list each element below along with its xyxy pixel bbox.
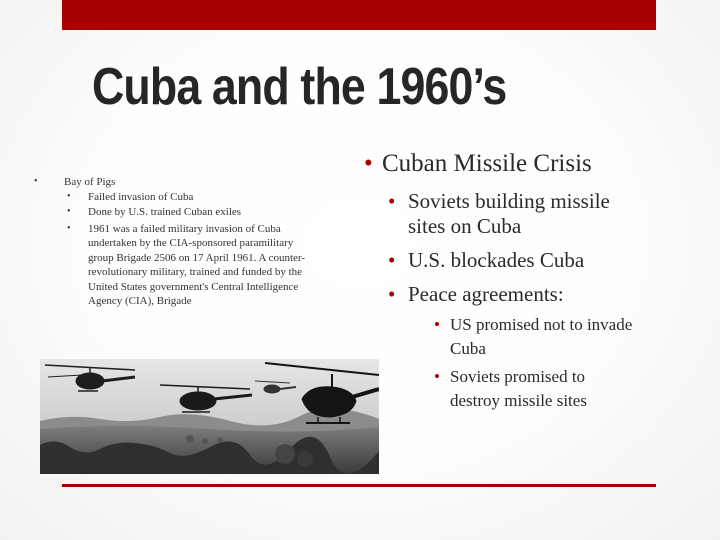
nested-sub-list-item-text: Soviets promised to destroy missile sites xyxy=(450,367,587,410)
sub-list-item-text: Soviets building missile sites on Cuba xyxy=(408,189,610,238)
sub-list-item-text: Peace agreements: xyxy=(408,282,564,306)
nested-sub-list-item-text: US promised not to invade Cuba xyxy=(450,315,633,358)
sub-list-item-text: Failed invasion of Cuba xyxy=(88,190,194,203)
sub-list-item xyxy=(364,189,634,239)
bullet-icon: • xyxy=(388,248,396,272)
helicopters-photo xyxy=(40,359,379,474)
sub-list-item xyxy=(364,282,634,413)
sub-list-item-text: 1961 was a failed military invasion of Cuba undertaken by the CIA-sponsored paramilitary group Brigade 2506 on 17 April 1961. A counter-revolutionary military, trained and funded by the United States government's Central Intelligence Agency (CIA), Brigade xyxy=(88,222,306,307)
bottom-accent-rule xyxy=(62,484,656,487)
bullet-icon: • xyxy=(388,189,396,213)
bullet-icon: • xyxy=(67,206,71,217)
top-accent-band xyxy=(62,0,656,30)
list-item-label: Cuban Missile Crisis xyxy=(382,150,592,177)
list-item-label: Bay of Pigs xyxy=(64,176,116,188)
bullet-icon: • xyxy=(388,282,396,306)
left-column xyxy=(34,175,314,310)
sub-list-item-text: Done by U.S. trained Cuban exiles xyxy=(88,206,242,218)
bullet-icon: • xyxy=(364,150,373,177)
sub-list-item xyxy=(63,205,314,220)
bullet-icon: • xyxy=(67,190,71,202)
list-item-cuban-missile-crisis xyxy=(364,148,634,180)
bullet-icon: • xyxy=(34,176,38,187)
sub-list xyxy=(364,189,634,413)
sub-list-item xyxy=(63,190,314,205)
list-item-bay-of-pigs xyxy=(34,175,314,309)
sub-list xyxy=(64,190,314,309)
nested-sub-list-item xyxy=(408,365,634,413)
sub-list-item-text: U.S. blockades Cuba xyxy=(408,248,585,272)
right-column xyxy=(364,148,634,413)
nested-sub-list-item xyxy=(408,313,634,361)
bullet-icon: • xyxy=(434,367,440,386)
helicopters-photo-image xyxy=(40,359,379,474)
sub-list-item xyxy=(63,222,314,309)
sub-list-item xyxy=(364,248,634,273)
nested-sub-list xyxy=(408,313,634,413)
bullet-icon: • xyxy=(67,222,71,234)
slide-title: Cuba and the 1960’s xyxy=(92,58,507,116)
bullet-icon: • xyxy=(434,315,440,334)
